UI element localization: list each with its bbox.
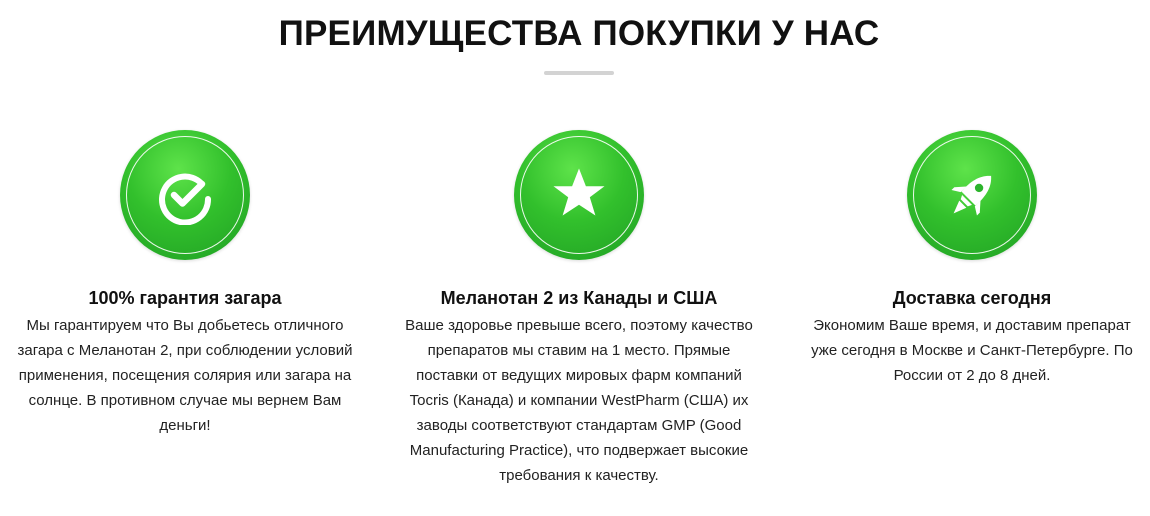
rocket-icon: [942, 165, 1002, 225]
feature-badge: [514, 130, 644, 260]
feature-badge: [120, 130, 250, 260]
feature-title: Меланотан 2 из Канады и США: [440, 288, 718, 308]
check-circle-icon: [155, 165, 215, 225]
feature-text: Экономим Ваше время, и доставим препарат уже сегодня в Москве и Санкт-Петербурге. По России от 2 до 8 дней.: [811, 317, 1133, 384]
feature-text: Ваше здоровье превыше всего, поэтому качество препаратов мы ставим на 1 место. Прямые поставки от ведущих мировых фарм компаний Tocris (Канада) и компании WestPharm (США) их заводы соответствуют стандартам GMP (Good Manufacturing Practice), что подвержает высокие требования к качеству.: [405, 317, 753, 484]
feature-guarantee: [5, 130, 365, 438]
feature-title: 100% гарантия загара: [88, 288, 282, 308]
title-divider: [544, 71, 614, 75]
feature-title: Доставка сегодня: [892, 288, 1052, 308]
feature-badge: [907, 130, 1037, 260]
feature-delivery: [792, 130, 1150, 388]
star-icon: [549, 165, 609, 225]
section-title: ПРЕИМУЩЕСТВА ПОКУПКИ У НАС: [278, 14, 880, 53]
feature-text: Мы гарантируем что Вы добьетесь отличного загара с Меланотан 2, при соблюдении условий применения, посещения солярия или загара на солнце. В противном случае мы вернем Вам деньги!: [17, 317, 353, 434]
feature-origin: [398, 130, 760, 488]
